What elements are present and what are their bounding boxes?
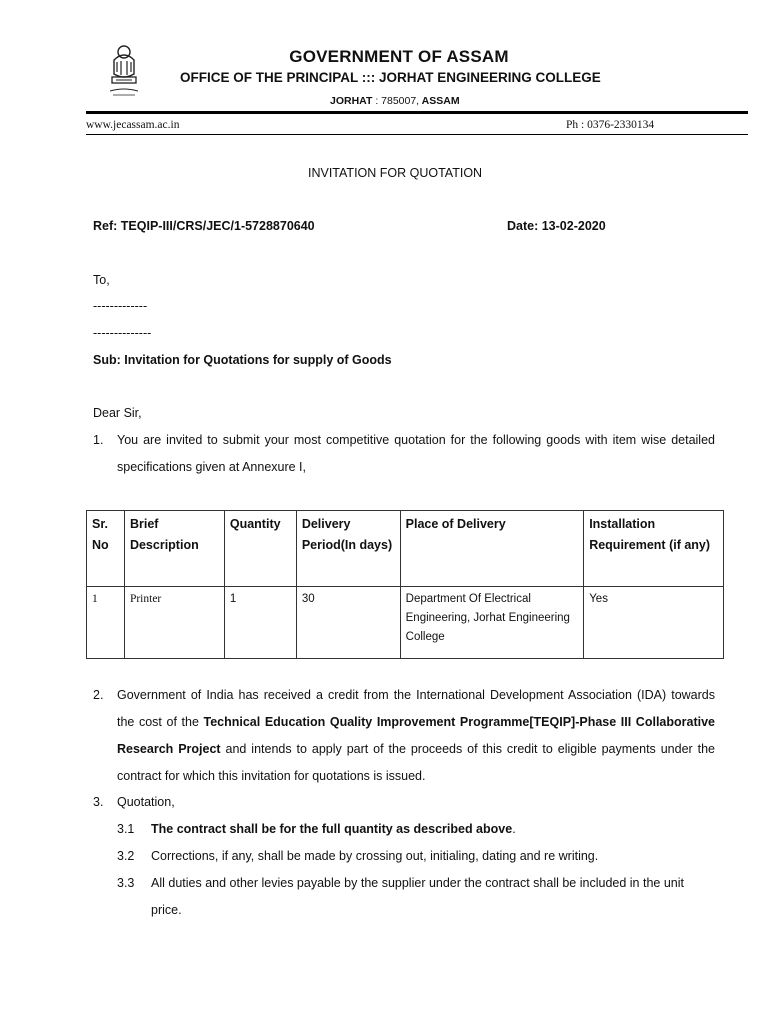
- item-3-3-text: All duties and other levies payable by the supplier under the contract shall be included in the unit price.: [151, 876, 684, 917]
- cell-description: Printer: [124, 587, 224, 659]
- para-3-text: Quotation,: [117, 795, 175, 809]
- address-pin: : 785007,: [375, 95, 420, 107]
- para-3-number: 3.: [93, 795, 104, 809]
- para-2-project-name: Technical Education Quality Improvement Programme[TEQIP]-Phase III Collaborative Research Project: [117, 715, 715, 756]
- table-header-row: [87, 511, 724, 587]
- item-3-1-number: 3.1: [117, 822, 135, 836]
- header-description: Brief Description: [124, 511, 224, 587]
- website-link[interactable]: www.jecassam.ac.in: [86, 119, 180, 131]
- document-heading: INVITATION FOR QUOTATION: [308, 166, 483, 180]
- para-2-text: [117, 682, 715, 790]
- header-delivery-period: Delivery Period(In days): [296, 511, 400, 587]
- item-3-2-number: 3.2: [117, 849, 135, 863]
- item-3-1-tail: .: [512, 822, 516, 836]
- letterhead-address: [330, 95, 460, 107]
- header-bottom-rule: [86, 134, 748, 135]
- header-rule: [86, 111, 748, 114]
- goods-table: [86, 510, 724, 659]
- address-city: JORHAT: [330, 95, 373, 107]
- item-3-2-text: Corrections, if any, shall be made by crossing out, initialing, dating and re writing.: [151, 849, 599, 863]
- table-row: [87, 587, 724, 659]
- para-2-text-b: and intends to apply part of the proceeds of this credit to eligible payments under the contract for which this invitation for quotations is issued.: [117, 742, 715, 783]
- letterhead-office: OFFICE OF THE PRINCIPAL ::: JORHAT ENGINEERING COLLEGE: [180, 70, 601, 85]
- para-2-number: 2.: [93, 688, 104, 702]
- item-3-1-text: [151, 816, 717, 843]
- addressee-line-1: -------------: [93, 299, 148, 313]
- header-quantity: Quantity: [224, 511, 296, 587]
- item-3-3-number: 3.3: [117, 876, 135, 890]
- cell-place-of-delivery: Department Of Electrical Engineering, Jorhat Engineering College: [400, 587, 584, 659]
- addressee-to: To,: [93, 273, 110, 287]
- header-place-of-delivery: Place of Delivery: [400, 511, 584, 587]
- para-2-text-a: Government of India has received a credit from the International Development Association (IDA) towards the cost of the: [117, 688, 715, 729]
- phone-number: Ph : 0376-2330134: [566, 119, 655, 131]
- subject-line: Sub: Invitation for Quotations for supply of Goods: [93, 353, 392, 367]
- salutation: Dear Sir,: [93, 406, 142, 420]
- address-state: ASSAM: [421, 95, 460, 107]
- cell-sr-no: 1: [87, 587, 125, 659]
- cell-delivery-period: 30: [296, 587, 400, 659]
- cell-quantity: 1: [224, 587, 296, 659]
- para-1-text: You are invited to submit your most competitive quotation for the following goods with item wise detailed specifications given at Annexure I,: [117, 433, 715, 474]
- document-date: Date: 13-02-2020: [507, 219, 606, 233]
- para-1-number: 1.: [93, 433, 104, 447]
- header-installation: Installation Requirement (if any): [584, 511, 724, 587]
- item-3-1-bold: The contract shall be for the full quantity as described above: [151, 822, 513, 836]
- reference-number: Ref: TEQIP-III/CRS/JEC/1-5728870640: [93, 219, 315, 233]
- addressee-line-2: --------------: [93, 326, 152, 340]
- header-sr-no: Sr. No: [87, 511, 125, 587]
- cell-installation: Yes: [584, 587, 724, 659]
- letterhead-title: GOVERNMENT OF ASSAM: [289, 47, 509, 66]
